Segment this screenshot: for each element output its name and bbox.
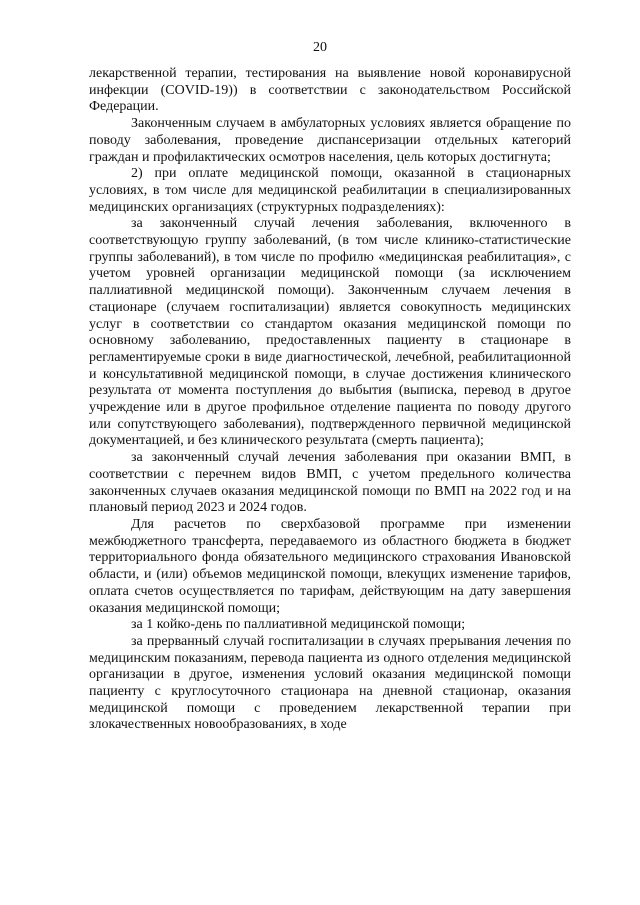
paragraph: за прерванный случай госпитализации в случаях прерывания лечения по медицинским показаниям, перевода пациента из одного отделения медицинской организации в другое, изменения условий оказания медицинской помощи пациенту с круглосуточного стационара на дневной стационар, оказания медицинской помощи с проведением лекарственной терапии при злокачественных новообразованиях, в ходе: [89, 633, 571, 733]
body-text: [89, 66, 571, 734]
paragraph: лекарственной терапии, тестирования на выявление новой коронавирусной инфекции (COVID-19)) в соответствии с законодательством Российской Федерации.: [89, 66, 571, 115]
paragraph: за 1 койко-день по паллиативной медицинской помощи;: [131, 617, 466, 633]
page-number: 20: [313, 40, 327, 55]
paragraph: Законченным случаем в амбулаторных условиях является обращение по поводу заболевания, проведение диспансеризации отдельных категорий граждан и профилактических осмотров населения, цель которых достигнута;: [89, 116, 571, 165]
paragraph: Для расчетов по сверхбазовой программе при изменении межбюджетного трансферта, передаваемого из областного бюджета в бюджет территориального фонда обязательного медицинского страхования Ивановской области, и (или) объемов медицинской помощи, влекущих изменение тарифов, оплата счетов осуществляется по тарифам, действующим на дату завершения оказания медицинской помощи;: [89, 516, 571, 616]
paragraph: за законченный случай лечения заболевания при оказании ВМП, в соответствии с перечнем видов ВМП, с учетом предельного количества законченных случаев оказания медицинской помощи по ВМП на 2022 год и на плановый период 2023 и 2024 годов.: [89, 450, 571, 516]
paragraph: 2) при оплате медицинской помощи, оказанной в стационарных условиях, в том числе для медицинской реабилитации в специализированных медицинских организациях (структурных подразделениях):: [89, 166, 571, 215]
paragraph: за законченный случай лечения заболевания, включенного в соответствующую группу заболеваний, (в том числе клинико-статистические группы заболеваний), в том числе по профилю «медицинская реабилитация», с учетом уровней организации медицинской помощи (за исключением паллиативной медицинской помощи). Законченным случаем лечения в стационаре (случаем госпитализации) является совокупность медицинских услуг в соответствии со стандартом оказания медицинской помощи по основному заболеванию, предоставленных пациенту в стационаре в регламентируемые сроки в виде диагностической, лечебной, реабилитационной и консультативной медицинской помощи, в случае достижения клинического результата от момента поступления до выбытия (выписка, перевод в другое учреждение или в другое профильное отделение пациента по поводу другого или сопутствующего заболевания), подтвержденного первичной медицинской документацией, и без клинического результата (смерть пациента);: [89, 216, 571, 449]
